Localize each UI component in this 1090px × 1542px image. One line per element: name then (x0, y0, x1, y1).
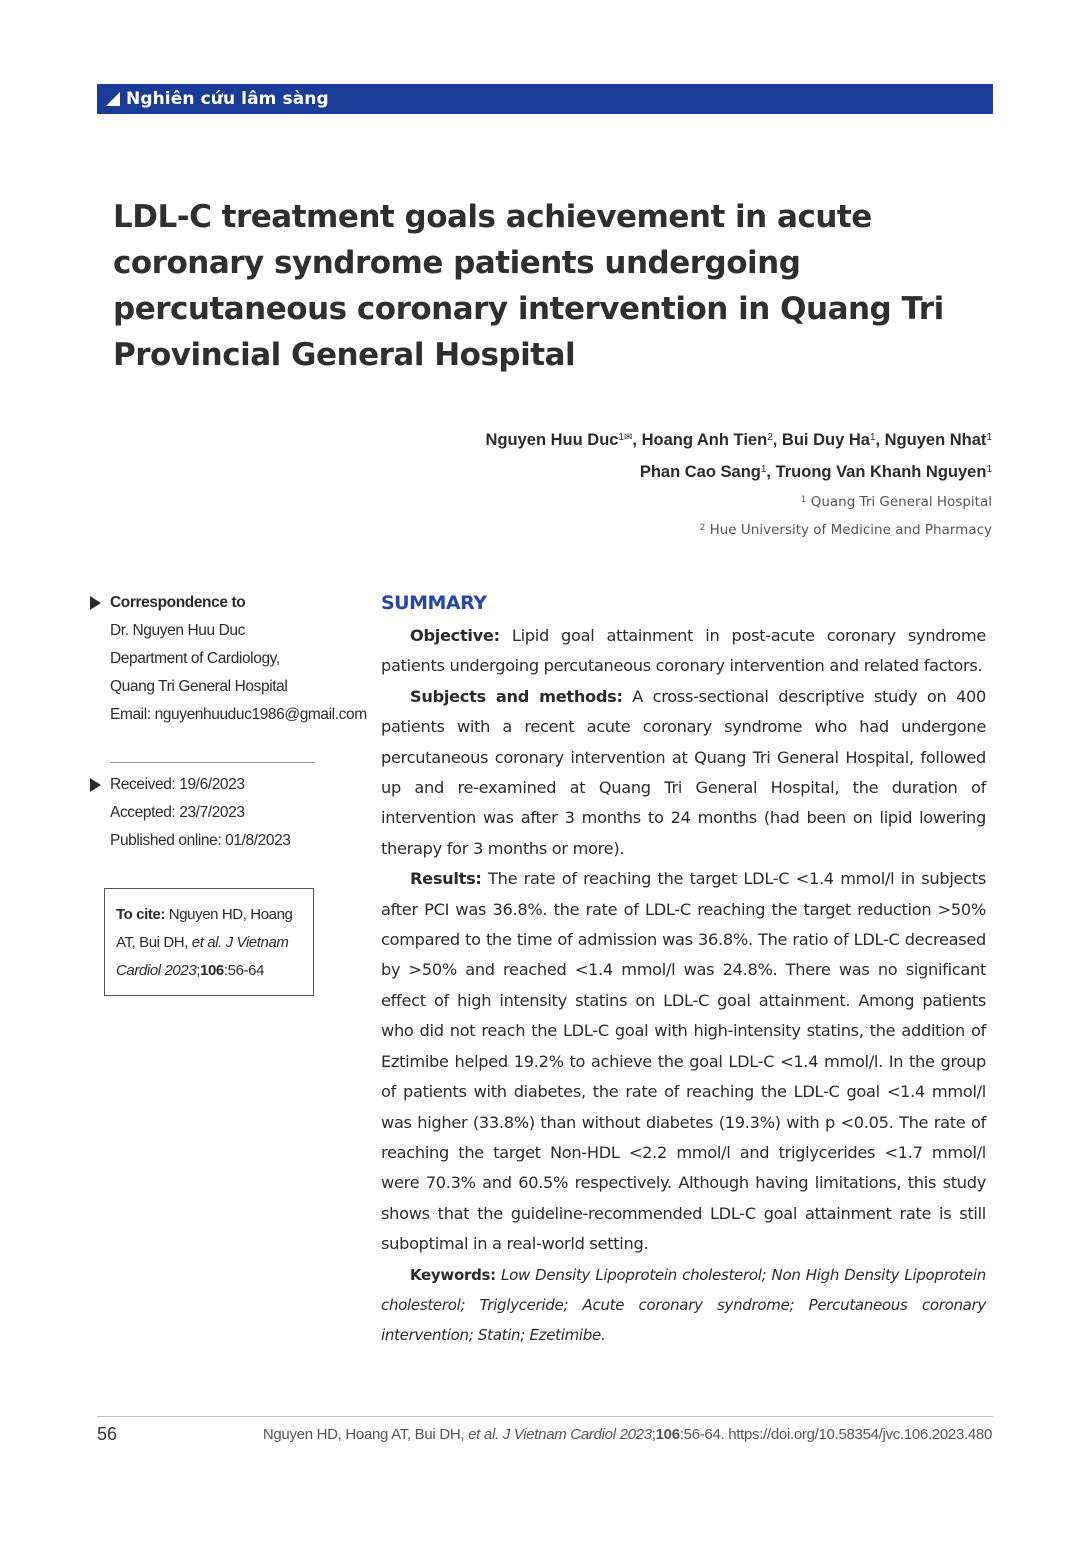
accepted-date: Accepted: 23/7/2023 (110, 804, 245, 821)
arrow-right-icon (90, 778, 101, 792)
published-date: Published online: 01/8/2023 (110, 832, 291, 849)
arrow-right-icon (90, 596, 101, 610)
doi-link[interactable]: :56-64. https://doi.org/10.58354/jvc.106.2023.480 (679, 1426, 992, 1443)
author-name: Nguyen Nhat (884, 431, 987, 449)
results-paragraph: Results: The rate of reaching the target LDL-C <1.4 mmol/l in subjects after PCI was 36.8%. the rate of LDL-C reaching the target reduction >50% compared to the time of admission was 36.8%. The ratio of LDL-C decreased by >50% and reached <1.4 mmol/l was 24.8%. There was no significant effect of high intensity statins on LDL-C goal attainment. Among patients who did not reach the LDL-C goal with high-intensity statins, the addition of Eztimibe helped 19.2% to achieve the goal LDL-C <1.4 mmol/l. In the group of patients with diabetes, the rate of reaching the LDL-C goal <1.4 mmol/l was higher (33.8%) than without diabetes (19.3%) with p <0.05. The rate of reaching the target Non-HDL <2.2 mmol/l and triglycerides <1.7 mmol/l were 70.3% and 60.5% respectively. Although having limitations, this study shows that the guideline-recommended LDL-C goal attainment rate is still suboptimal in a real-world setting. (381, 869, 986, 1254)
author-sup: 1 (986, 432, 992, 443)
objective-paragraph: Objective: Lipid goal attainment in post-acute coronary syndrome patients undergoing percutaneous coronary intervention and related factors. (381, 626, 986, 676)
article-title: LDL-C treatment goals achievement in acute coronary syndrome patients undergoing percutaneous coronary intervention in Quang Tri Provincial General Hospital (113, 199, 944, 373)
page-number: 56 (97, 1424, 118, 1444)
correspondence-hospital: Quang Tri General Hospital (110, 678, 288, 695)
author-sup: 2 (767, 432, 773, 443)
author-name: Hoang Anh Tien (641, 431, 768, 449)
summary-body (381, 621, 986, 1351)
received-date: Received: 19/6/2023 (110, 776, 245, 793)
affiliation-2: $^2$ Hue University of Medicine and Pharmacy (699, 522, 992, 538)
footer-citation: Nguyen HD, Hoang AT, Bui DH, et al. J Vietnam Cardiol 2023;106:56-64. https://doi.org/10.58354/jvc.106.2023.480 (262, 1426, 992, 1443)
cite-journal: et al. J Vietnam Cardiol 2023 (116, 934, 289, 979)
author-name: Truong Van Khanh Nguyen (775, 463, 987, 481)
section-label: Nghiên cứu lâm sàng (126, 89, 329, 109)
to-cite-box: To cite: Nguyen HD, Hoang AT, Bui DH, et al. J Vietnam Cardiol 2023;106:56-64 (104, 888, 314, 996)
cite-label: To cite: (116, 906, 166, 923)
author-sup: 1✉ (618, 432, 633, 443)
methods-paragraph: Subjects and methods: A cross-sectional descriptive study on 400 patients with a recent acute coronary syndrome who had undergone percutaneous coronary intervention at Quang Tri General Hospital, followed up and re-examined at Quang Tri General Hospital, the duration of intervention was after 3 months to 24 months (had been on lipid lowering therapy for 3 months or more). (381, 686, 986, 858)
correspondence-dept: Department of Cardiology, (110, 650, 280, 667)
correspondence-email[interactable]: Email: nguyenhuuduc1986@gmail.com (110, 706, 367, 723)
keywords-paragraph: Keywords: Low Density Lipoprotein cholesterol; Non High Density Lipoprotein cholesterol; Triglyceride; Acute coronary syndrome; Percutaneous coronary intervention; Statin; Ezetimibe. (381, 1265, 986, 1345)
summary-heading: SUMMARY (381, 592, 487, 614)
correspondence-block (90, 589, 367, 729)
correspondence-name: Dr. Nguyen Huu Duc (110, 622, 245, 639)
affiliation-1: $^1$ Quang Tri General Hospital (800, 494, 992, 510)
correspondence-heading: Correspondence to (110, 594, 246, 611)
dates-block (90, 771, 291, 855)
footer-divider (97, 1416, 993, 1417)
cite-volume: 106 (200, 962, 224, 979)
author-sup: 1 (869, 432, 876, 443)
author-name: Phan Cao Sang (639, 463, 761, 481)
divider (110, 762, 315, 763)
author-name: Bui Duy Ha (781, 431, 870, 449)
triangle-icon (106, 92, 120, 106)
affiliations (392, 488, 992, 544)
author-name: Nguyen Huu Duc (485, 431, 619, 449)
author-line-2: Phan Cao Sang$^1$, Truong Van Khanh Nguyen$^1$ (639, 463, 992, 481)
section-banner (97, 84, 993, 114)
author-sup: 1 (760, 464, 767, 475)
author-line-1: Nguyen Huu Duc$^{1✉}$, Hoang Anh Tien$^2$, Bui Duy Ha$^1$, Nguyen Nhat$^1$ (485, 431, 992, 449)
author-sup: 1 (986, 464, 992, 475)
author-list (292, 424, 992, 488)
envelope-icon[interactable]: ✉ (624, 432, 633, 443)
